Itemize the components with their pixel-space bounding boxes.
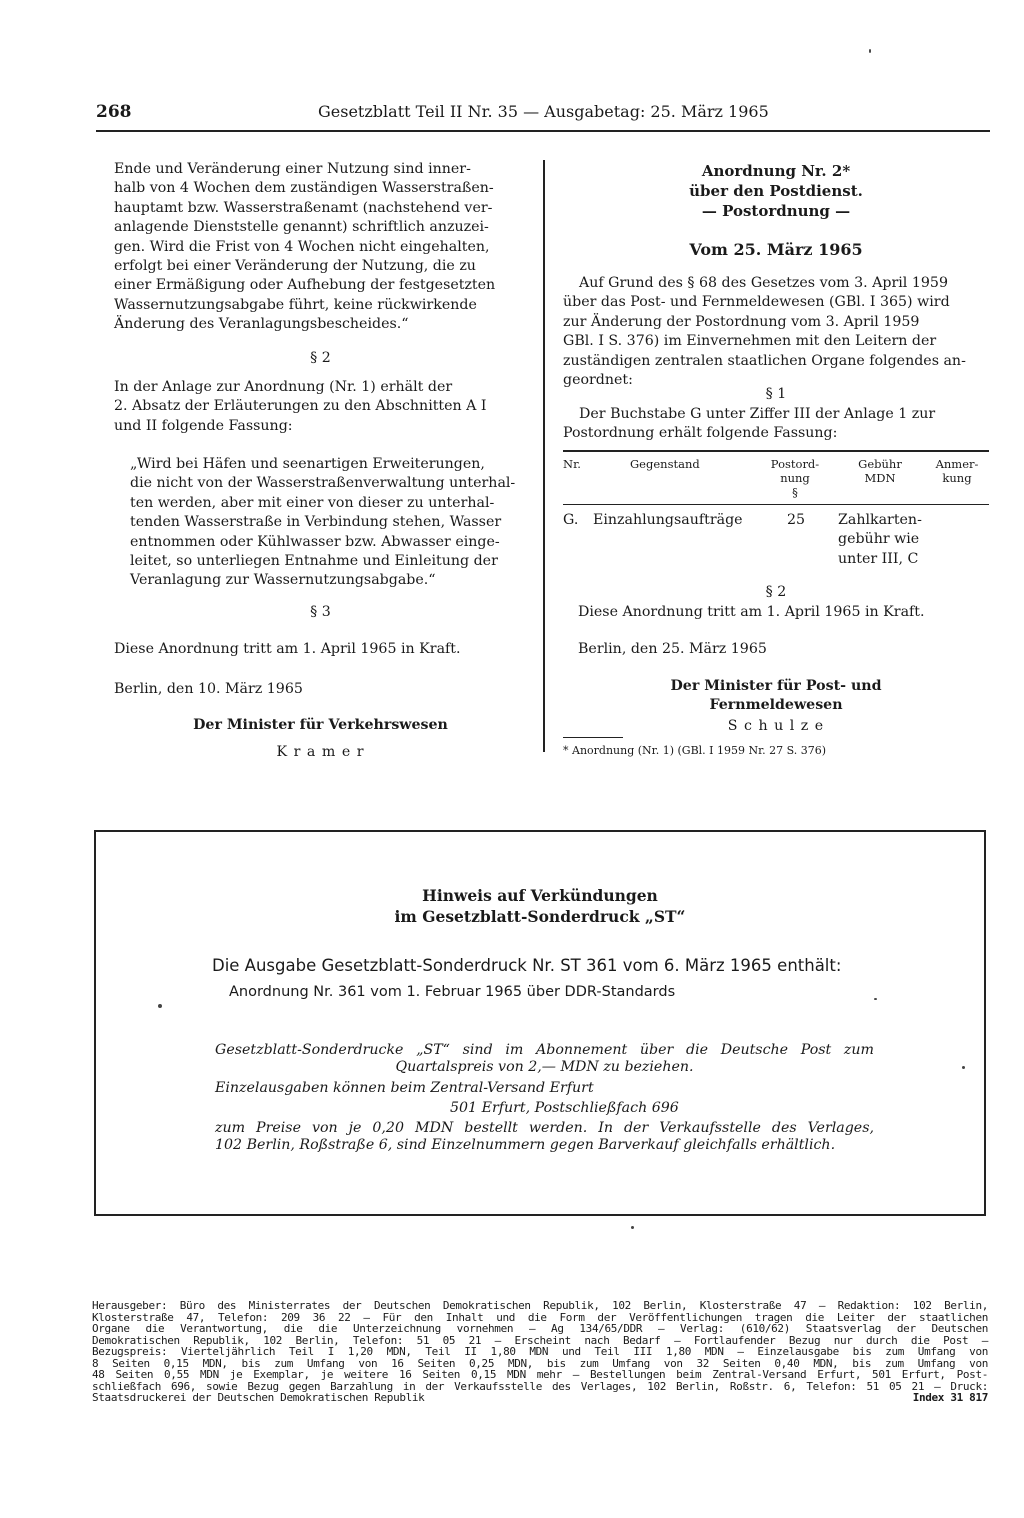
- title-line: — Postordnung —: [701, 202, 851, 220]
- text-line: unter III, C: [838, 550, 919, 567]
- section-heading: § 1: [765, 386, 787, 402]
- signatory-name: S c h u l z e: [727, 718, 825, 734]
- text-line: Wassernutzungsabgabe führt, keine rückwirkende: [114, 296, 477, 313]
- index-number: Index 31 817: [912, 1391, 988, 1404]
- text-line: Der Minister für Post- und: [670, 678, 882, 694]
- text-line: entnommen oder Kühlwasser bzw. Abwasser einge-: [130, 533, 500, 550]
- effective-date-text: Diese Anordnung tritt am 1. April 1965 in Kraft.: [114, 641, 461, 657]
- imprint-line: Demokratischen Republik, 102 Berlin, Telefon: 51 05 21 – Erscheint nach Bedarf – Fortlaufender Bezug nur durch die Post –: [92, 1333, 988, 1347]
- table-header-rule: [563, 504, 989, 505]
- imprint-block: [92, 1300, 988, 1404]
- effective-date-text: Diese Anordnung tritt am 1. April 1965 in Kraft.: [578, 604, 925, 620]
- table-header-gegenstand: Gegenstand: [630, 457, 700, 471]
- text-line: Änderung des Veranlagungsbescheides.“: [114, 316, 409, 333]
- table-cell-gebuehr: [838, 511, 922, 569]
- footnote-rule: [563, 737, 623, 738]
- imprint-last-row: [92, 1392, 988, 1404]
- section-heading: § 3: [310, 604, 331, 620]
- text-line: Zahlkarten-: [838, 512, 922, 528]
- single-issue-line: Einzelausgaben können beim Zentral-Versand Erfurt: [215, 1080, 594, 1096]
- text-line: zur Änderung der Postordnung vom 3. April 1959: [563, 313, 920, 330]
- signatory-title: Der Minister für Verkehrswesen: [193, 717, 448, 733]
- imprint-line: Klosterstraße 47, Telefon: 209 36 22 – Für den Inhalt und die Form der Veröffentlichungen tragen die Leiter der staatlichen: [92, 1310, 988, 1324]
- text-line: hauptamt bzw. Wasserstraßenamt (nachstehend ver-: [114, 199, 493, 216]
- text-line: Postordnung erhält folgende Fassung:: [563, 425, 838, 442]
- text-line: GBl. I S. 376) im Einvernehmen mit den Leitern der: [563, 333, 937, 350]
- text-line: einer Ermäßigung oder Aufhebung der festgesetzten: [114, 277, 496, 294]
- page-number: 268: [96, 102, 132, 122]
- text-line: 2. Absatz der Erläuterungen zu den Abschnitten A I: [114, 398, 487, 415]
- signatory-name: K r a m e r: [276, 744, 365, 760]
- imprint-line: 8 Seiten 0,15 MDN, bis zum Umfang von 16 Seiten 0,25 MDN, bis zum Umfang von 32 Seiten 0,40 MDN, bis zum Umfang von: [92, 1356, 988, 1370]
- column-divider: [543, 160, 545, 752]
- notice-title: Hinweis auf Verkündungen: [422, 886, 658, 905]
- table-top-rule: [563, 450, 989, 452]
- subscription-line: Gesetzblatt-Sonderdrucke „ST“ sind im Abonnement über die Deutsche Post zum: [215, 1042, 874, 1058]
- publication-header: Gesetzblatt Teil II Nr. 35 — Ausgabetag: 25. März 1965: [318, 102, 769, 121]
- signing-date: Berlin, den 25. März 1965: [578, 641, 767, 657]
- section-heading: § 2: [765, 584, 787, 600]
- section-heading: § 2: [310, 350, 331, 366]
- left-section2-paragraph: [114, 378, 527, 436]
- text-line: und II folgende Fassung:: [114, 417, 293, 434]
- table-header-anmerkung: Anmer- kung: [935, 457, 979, 485]
- text-line: leitet, so unterliegen Entnahme und Einleitung der: [130, 553, 498, 570]
- price-line: zum Preise von je 0,20 MDN bestellt werden. In der Verkaufsstelle des Verlages,: [215, 1120, 874, 1136]
- ordinance-title: [563, 161, 989, 221]
- text-line: über das Post- und Fernmeldewesen (GBl. I 365) wird: [563, 294, 950, 311]
- title-line: Anordnung Nr. 2*: [701, 162, 851, 180]
- text-line: erfolgt bei einer Veränderung der Nutzung, die zu: [114, 258, 476, 275]
- imprint-line: Bezugspreis: Vierteljährlich Teil I 1,20 MDN, Teil II 1,80 MDN und Teil III 1,80 MDN – Einzelausgabe bis zum Umfang von: [92, 1345, 988, 1358]
- left-intro-paragraph: [114, 160, 527, 335]
- scan-speck: [869, 49, 871, 53]
- text-line: die nicht von der Wasserstraßenverwaltung unterhal-: [130, 475, 516, 492]
- table-cell-nr: G.: [563, 512, 579, 528]
- right-intro-paragraph: [563, 274, 989, 390]
- imprint-line: Staatsdruckerei der Deutschen Demokratischen Republik: [92, 1391, 425, 1404]
- title-line: über den Postdienst.: [689, 182, 863, 200]
- text-line: Fernmeldewesen: [709, 697, 843, 714]
- text-line: Der Buchstabe G unter Ziffer III der Anlage 1 zur: [579, 406, 936, 422]
- text-line: Ende und Veränderung einer Nutzung sind inner-: [114, 161, 471, 177]
- imprint-line: 48 Seiten 0,55 MDN je Exemplar, je weitere 16 Seiten 0,15 MDN mehr – Bestellungen beim Zentral-Versand Erfurt, 501 Erfurt, Post-: [92, 1368, 988, 1381]
- imprint-line: Herausgeber: Büro des Ministerrates der Deutschen Demokratischen Republik, 102 Berlin, Klosterstraße 47 – Redaktion: 102 Berlin,: [92, 1299, 988, 1312]
- text-line: gen. Wird die Frist von 4 Wochen nicht eingehalten,: [114, 238, 490, 255]
- price-line: 102 Berlin, Roßstraße 6, sind Einzelnummern gegen Barverkauf gleichfalls erhältlich.: [215, 1137, 836, 1153]
- imprint-line: schließfach 696, sowie Bezug gegen Barzahlung in der Verkaufsstelle des Verlages, 102 Berlin, Roßstr. 6, Telefon: 51 05 21 – Druck:: [92, 1379, 988, 1393]
- scan-speck: [874, 998, 877, 1000]
- ordinance-date-heading: Vom 25. März 1965: [689, 240, 863, 259]
- table-header-nr: Nr.: [563, 457, 581, 471]
- address-line: 501 Erfurt, Postschließfach 696: [450, 1100, 679, 1116]
- quoted-text-block: [130, 455, 527, 591]
- content-line: Anordnung Nr. 361 vom 1. Februar 1965 über DDR-Standards: [229, 984, 676, 1000]
- text-line: tenden Wasserstraße in Verbindung stehen, Wasser: [130, 514, 502, 531]
- table-cell-gegenstand: Einzahlungsaufträge: [593, 512, 743, 528]
- text-line: gebühr wie: [838, 531, 920, 548]
- footnote: * Anordnung (Nr. 1) (GBl. I 1959 Nr. 27 S. 376): [563, 744, 827, 757]
- scan-speck: [158, 1004, 162, 1008]
- right-section1-paragraph: [563, 405, 989, 444]
- text-line: anlagende Dienststelle genannt) schriftlich anzuzei-: [114, 219, 489, 236]
- text-line: In der Anlage zur Anordnung (Nr. 1) erhält der: [114, 379, 453, 395]
- text-line: halb von 4 Wochen dem zuständigen Wasserstraßen-: [114, 180, 494, 197]
- table-cell-postordnung: 25: [787, 512, 806, 528]
- signatory-title: [563, 677, 989, 716]
- scan-speck: [631, 1226, 634, 1229]
- table-header-gebuehr: Gebühr MDN: [858, 457, 902, 485]
- text-line: ten werden, aber mit einer von dieser zu unterhal-: [130, 494, 495, 511]
- header-rule: [96, 130, 990, 132]
- signing-date: Berlin, den 10. März 1965: [114, 681, 303, 697]
- imprint-line: Organe die Verantwortung, die die Unterzeichnung vornehmen – Ag 134/65/DDR – Verlag: (610/62) Staatsverlag der Deutschen: [92, 1322, 988, 1335]
- text-line: „Wird bei Häfen und seenartigen Erweiterungen,: [130, 456, 485, 472]
- text-line: Veranlagung zur Wassernutzungsabgabe.“: [130, 572, 436, 589]
- scan-speck: [962, 1066, 965, 1069]
- edition-line: Die Ausgabe Gesetzblatt-Sonderdruck Nr. ST 361 vom 6. März 1965 enthält:: [212, 956, 842, 975]
- subscription-line: Quartalspreis von 2,— MDN zu beziehen.: [395, 1059, 694, 1075]
- notice-subtitle: im Gesetzblatt-Sonderdruck „ST“: [394, 907, 686, 926]
- table-header-postordnung: Postord- nung §: [770, 457, 820, 499]
- text-line: geordnet:: [563, 372, 633, 389]
- text-line: zuständigen zentralen staatlichen Organe folgendes an-: [563, 352, 966, 369]
- text-line: Auf Grund des § 68 des Gesetzes vom 3. April 1959: [579, 275, 948, 291]
